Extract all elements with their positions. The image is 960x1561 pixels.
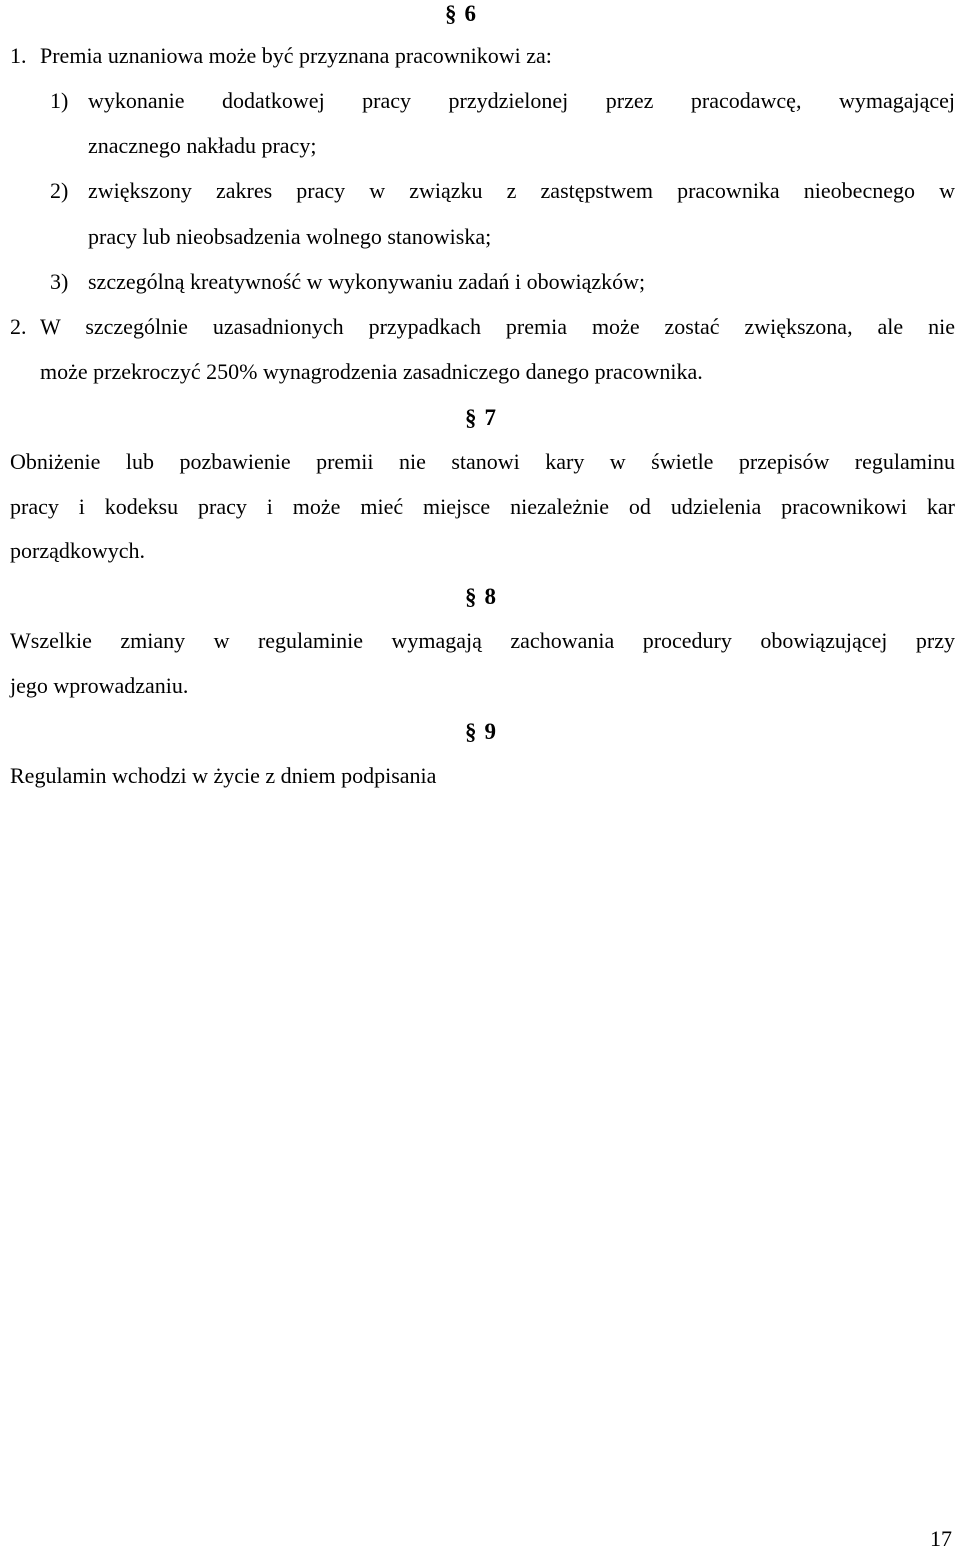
section-number: 6: [464, 1, 476, 26]
section-symbol: §: [465, 584, 477, 609]
paragraph-text: pracy i kodeksu pracy i może mieć miejsce niezależnie od udzielenia pracownikowi kar: [10, 494, 955, 519]
page-number: 17: [930, 1526, 952, 1551]
paragraph-text: Wszelkie zmiany w regulaminie wymagają zachowania procedury obowiązującej przy: [10, 628, 955, 653]
list-item-text: wykonanie dodatkowej pracy przydzielonej przez pracodawcę, wymagającej: [88, 88, 955, 113]
section-8-heading: [465, 585, 496, 608]
list-item-number: 1): [50, 88, 69, 113]
section-number: 9: [484, 719, 496, 744]
section-symbol: §: [465, 719, 477, 744]
list-item-line: szczególną kreatywność w wykonywaniu zadań i obowiązków;: [88, 269, 646, 294]
paragraph-line: jego wprowadzaniu.: [10, 673, 189, 698]
section-number: 8: [484, 584, 496, 609]
paragraph-number: 1.: [10, 43, 27, 68]
paragraph-line: porządkowych.: [10, 538, 146, 563]
list-item-line: znacznego nakładu pracy;: [88, 133, 317, 158]
paragraph-line: może przekroczyć 250% wynagrodzenia zasadniczego danego pracownika.: [40, 359, 703, 384]
section-symbol: §: [465, 405, 477, 430]
paragraph-1: [10, 45, 552, 67]
paragraph-text: Obniżenie lub pozbawienie premii nie stanowi kary w świetle przepisów regulaminu: [10, 449, 955, 474]
paragraph-line: [10, 630, 955, 652]
list-item-line: [88, 180, 955, 202]
section-9-heading: [465, 720, 496, 743]
paragraph-line: [40, 316, 955, 338]
section-symbol: §: [445, 1, 457, 26]
paragraph-line: [10, 451, 955, 473]
paragraph-line: [10, 496, 955, 518]
paragraph-line: Regulamin wchodzi w życie z dniem podpisania: [10, 763, 437, 788]
list-item-line: [88, 90, 955, 112]
list-item-line: pracy lub nieobsadzenia wolnego stanowiska;: [88, 224, 492, 249]
paragraph-text: W szczególnie uzasadnionych przypadkach premia może zostać zwiększona, ale nie: [40, 314, 955, 339]
section-6-heading: [445, 2, 476, 25]
list-item-text: zwiększony zakres pracy w związku z zastępstwem pracownika nieobecnego w: [88, 178, 955, 203]
paragraph-text: Premia uznaniowa może być przyznana pracownikowi za:: [40, 43, 552, 68]
section-number: 7: [484, 405, 496, 430]
section-7-heading: [465, 406, 496, 429]
list-item-number: 2): [50, 178, 69, 203]
list-item-number: 3): [50, 269, 69, 294]
paragraph-number: 2.: [10, 314, 27, 339]
